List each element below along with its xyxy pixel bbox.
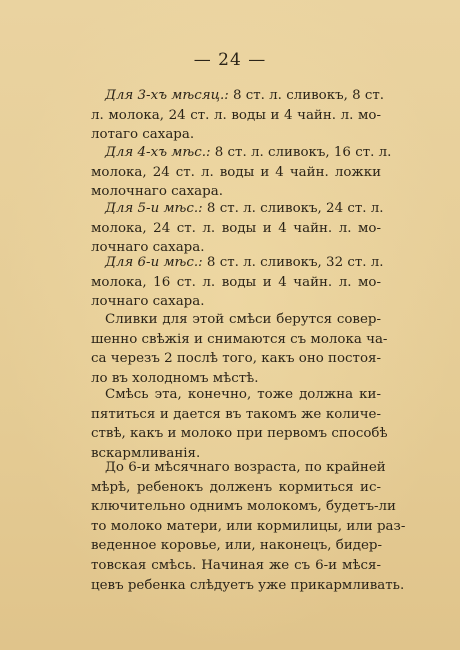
paragraph-line: Смѣсь эта, конечно, тоже должна ки- [105, 387, 381, 402]
formula-line: лотаго сахара. [91, 127, 195, 143]
formula-line: молока, 24 ст. л. воды и 4 чайн. ложки [91, 164, 381, 180]
formula-6-months [91, 253, 384, 312]
formula-label: Для 5-и мѣс.: [105, 201, 203, 216]
paragraph-feeding-age [91, 458, 406, 595]
paragraph-line: цевъ ребенка слѣдуетъ уже прикармливать. [91, 577, 405, 593]
paragraph-line: ключительно однимъ молокомъ, будетъ-ли [91, 499, 396, 515]
formula-line: Для 4-хъ мѣс.: 8 ст. л. сливокъ, 16 ст. л. [105, 145, 392, 160]
formula-line: молока, 24 ст. л. воды и 4 чайн. л. мо- [91, 220, 381, 236]
formula-line: Для 6-и мѣс.: 8 ст. л. сливокъ, 32 ст. л. [105, 255, 384, 270]
paragraph-line: ствѣ, какъ и молоко при первомъ способѣ [91, 426, 388, 442]
formula-line: лочнаго сахара. [91, 294, 205, 310]
paragraph-line: мѣрѣ, ребенокъ долженъ кормиться ис- [91, 479, 381, 495]
formula-label: Для 4-хъ мѣс.: [105, 145, 211, 160]
formula-line: лочнаго сахара. [91, 240, 205, 256]
paragraph-line: До 6-и мѣсячнаго возраста, по крайней [105, 460, 386, 475]
paragraph-line: шенно свѣжія и снимаются съ молока ча- [91, 331, 388, 347]
formula-line: молочнаго сахара. [91, 184, 223, 200]
formula-line: Для 3-хъ мѣсяц.: 8 ст. л. сливокъ, 8 ст. [105, 88, 385, 103]
paragraph-boiling [91, 385, 388, 463]
formula-3-months [91, 86, 385, 145]
formula-line: Для 5-и мѣс.: 8 ст. л. сливокъ, 24 ст. л. [105, 201, 384, 216]
paragraph-line: товская смѣсь. Начиная же съ 6-и мѣся- [91, 557, 381, 573]
formula-5-months [91, 199, 384, 258]
paragraph-cream [91, 310, 388, 388]
paragraph-line: Сливки для этой смѣси берутся совер- [105, 312, 381, 327]
page-number: — 24 — [193, 50, 267, 70]
paragraph-line: веденное коровье, или, наконецъ, бидер- [91, 538, 383, 554]
formula-4-months [91, 143, 392, 202]
formula-line: молока, 16 ст. л. воды и 4 чайн. л. мо- [91, 274, 381, 290]
paragraph-line: пятиться и дается въ такомъ же количе- [91, 406, 381, 422]
formula-line: л. молока, 24 ст. л. воды и 4 чайн. л. мо- [91, 107, 381, 123]
paragraph-line: ло въ холодномъ мѣстѣ. [91, 370, 259, 386]
formula-label: Для 3-хъ мѣсяц.: [105, 88, 229, 103]
paragraph-line: вскармливанія. [91, 445, 201, 461]
formula-label: Для 6-и мѣс.: [105, 255, 203, 270]
paragraph-line: са черезъ 2 послѣ того, какъ оно постоя- [91, 351, 381, 367]
paragraph-line: то молоко матери, или кормилицы, или раз- [91, 518, 406, 534]
